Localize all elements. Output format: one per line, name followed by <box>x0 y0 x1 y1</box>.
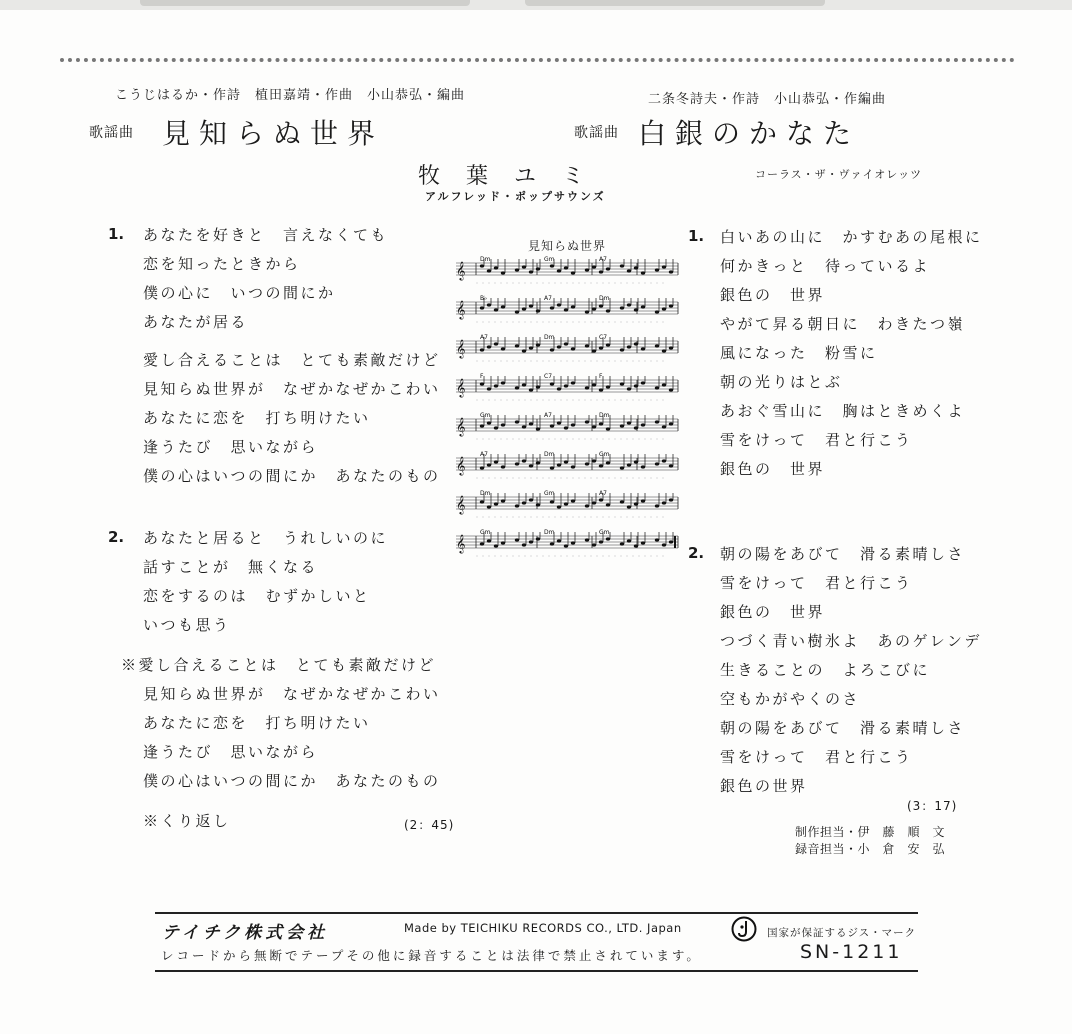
note-head <box>599 498 603 501</box>
note-head <box>550 306 554 309</box>
made-by-text: Made by TEICHIKU RECORDS CO., LTD. Japan <box>404 921 682 935</box>
note-head <box>571 381 575 384</box>
note-head <box>522 425 526 428</box>
note-head <box>550 500 554 503</box>
lyric-line: 銀色の 世界 <box>720 603 826 621</box>
recorder-credit: 録音担当・小 倉 安 弘 <box>795 842 946 856</box>
note-head <box>564 544 568 547</box>
note-head <box>536 267 540 270</box>
chord-symbol: Gm <box>480 529 491 536</box>
note-head <box>529 540 533 543</box>
note-head <box>564 266 568 269</box>
note-head <box>480 306 484 309</box>
note-head <box>501 347 505 350</box>
chord-symbol: Gm <box>544 490 555 497</box>
note-head <box>550 424 554 427</box>
note-head <box>571 305 575 308</box>
note-head <box>501 465 505 468</box>
note-head <box>494 426 498 429</box>
note-head <box>655 504 659 507</box>
lyric-line: 僕の心はいつの間にか あなたのもの <box>143 467 441 485</box>
note-head <box>557 463 561 466</box>
note-head <box>669 270 673 273</box>
note-head <box>669 388 673 391</box>
note-head <box>550 382 554 385</box>
note-head <box>585 420 589 423</box>
note-head <box>585 462 589 465</box>
note-head <box>585 268 589 271</box>
note-head <box>515 420 519 423</box>
note-head <box>606 309 610 312</box>
note-head <box>557 345 561 348</box>
note-head <box>627 463 631 466</box>
note-head <box>564 384 568 387</box>
lyric-line: 逢うたび 思いながら <box>143 743 319 761</box>
note-head <box>585 386 589 389</box>
note-head <box>592 349 596 352</box>
note-head <box>522 307 526 310</box>
note-head <box>655 538 659 541</box>
right-song-genre: 歌謡曲 <box>574 125 619 141</box>
verse-number: 1. <box>688 227 705 245</box>
verse-number: 2. <box>108 528 125 546</box>
note-head <box>529 304 533 307</box>
note-head <box>592 265 596 268</box>
note-head <box>480 500 484 503</box>
note-head <box>487 303 491 306</box>
note-head <box>501 305 505 308</box>
note-head <box>557 303 561 306</box>
note-head <box>599 422 603 425</box>
left-chorus-2 <box>121 651 441 796</box>
note-head <box>641 347 645 350</box>
note-head <box>522 265 526 268</box>
lyric-line: 雪をけって 君と行こう <box>720 431 913 449</box>
lyric-line: 話すことが 無くなる <box>143 558 319 576</box>
note-head <box>620 264 624 267</box>
treble-clef-icon: 𝄞 <box>456 495 466 514</box>
note-head <box>641 499 645 502</box>
note-head <box>606 503 610 506</box>
note-head <box>662 383 666 386</box>
note-head <box>550 542 554 545</box>
scan-top-edge <box>0 0 1072 10</box>
note-head <box>501 541 505 544</box>
note-head <box>620 348 624 351</box>
note-head <box>592 383 596 386</box>
note-head <box>536 343 540 346</box>
note-head <box>536 537 540 540</box>
note-head <box>592 501 596 504</box>
note-head <box>536 427 540 430</box>
note-head <box>585 538 589 541</box>
note-head <box>669 422 673 425</box>
note-head <box>550 264 554 267</box>
note-head <box>627 505 631 508</box>
chord-symbol: F <box>480 373 484 380</box>
note-head <box>487 387 491 390</box>
lyric-line: 僕の心に いつの間にか <box>143 284 336 302</box>
note-head <box>487 505 491 508</box>
chord-symbol: Gm <box>599 451 610 458</box>
note-head <box>655 310 659 313</box>
lyric-line: 恋をするのは むずかしいと <box>143 587 371 605</box>
note-head <box>634 308 638 311</box>
treble-clef-icon: 𝄞 <box>456 534 466 553</box>
note-head <box>585 344 589 347</box>
jis-mark-icon <box>731 916 757 942</box>
jis-mark-text: 国家が保証するジス・マーク <box>767 927 917 939</box>
chord-symbol: Dm <box>480 490 491 497</box>
note-head <box>634 384 638 387</box>
note-head <box>550 348 554 351</box>
note-head <box>480 348 484 351</box>
treble-clef-icon: 𝄞 <box>456 339 466 358</box>
chord-symbol: C7 <box>544 373 553 380</box>
note-head <box>599 388 603 391</box>
note-head <box>641 465 645 468</box>
note-head <box>669 464 673 467</box>
note-head <box>515 344 519 347</box>
note-head <box>480 382 484 385</box>
chord-symbol: Dm <box>544 451 555 458</box>
artist-name: 牧葉ユミ <box>418 164 611 189</box>
chord-symbol: A7 <box>544 295 552 302</box>
note-head <box>641 541 645 544</box>
left-song-title: 見知らぬ世界 <box>162 117 385 150</box>
note-head <box>557 387 561 390</box>
note-head <box>515 386 519 389</box>
chord-symbol: A7 <box>544 412 552 419</box>
note-head <box>669 346 673 349</box>
note-head <box>564 502 568 505</box>
orchestra-name: アルフレッド・ポップサウンズ <box>425 190 606 203</box>
lyric-line: あなたに恋を 打ち明けたい <box>143 714 371 732</box>
lyric-line: 生きることの よろこびに <box>720 661 931 679</box>
lyric-line: あなたと居ると うれしいのに <box>143 529 389 547</box>
note-head <box>662 501 666 504</box>
note-head <box>536 503 540 506</box>
chord-symbol: Gm <box>599 529 610 536</box>
note-head <box>606 385 610 388</box>
note-head <box>529 270 533 273</box>
lyric-line: 愛し合えることは とても素敵だけど <box>143 351 441 369</box>
note-head <box>564 308 568 311</box>
note-head <box>606 267 610 270</box>
note-head <box>606 461 610 464</box>
note-head <box>494 308 498 311</box>
chord-symbol: A7 <box>480 451 488 458</box>
copyright-warning: レコードから無断でテープその他に録音することは法律で禁止されています。 <box>161 948 702 963</box>
catalog-number: SN-1211 <box>800 941 903 963</box>
note-head <box>487 269 491 272</box>
note-head <box>480 424 484 427</box>
chord-symbol: A7 <box>599 256 607 263</box>
note-head <box>529 346 533 349</box>
note-head <box>571 423 575 426</box>
note-head <box>536 385 540 388</box>
note-head <box>634 460 638 463</box>
note-head <box>487 463 491 466</box>
note-head <box>599 304 603 307</box>
lyric-line: 銀色の世界 <box>720 777 808 795</box>
lyric-line: 何かきっと 待っているよ <box>720 257 931 275</box>
staff-credits <box>795 824 945 858</box>
note-head <box>536 461 540 464</box>
chord-symbol: Gm <box>544 256 555 263</box>
note-head <box>571 465 575 468</box>
note-head <box>655 386 659 389</box>
note-head <box>480 542 484 545</box>
lyric-line: 見知らぬ世界が なぜかなぜかこわい <box>143 685 441 703</box>
note-head <box>599 270 603 273</box>
note-head <box>564 460 568 463</box>
lyric-line: 僕の心はいつの間にか あなたのもの <box>143 772 441 790</box>
lyric-line: いつも思う <box>143 616 231 634</box>
note-head <box>494 384 498 387</box>
lyric-line: やがて昇る朝日に わきたつ嶺 <box>720 315 966 333</box>
right-song-duration: (3：17) <box>907 799 958 813</box>
note-head <box>529 498 533 501</box>
lyric-line: 雪をけって 君と行こう <box>720 574 913 592</box>
note-head <box>655 268 659 271</box>
note-head <box>662 543 666 546</box>
lyric-line: 逢うたび 思いながら <box>143 438 319 456</box>
note-head <box>522 459 526 462</box>
chord-symbol: Dm <box>544 529 555 536</box>
note-head <box>627 303 631 306</box>
note-head <box>641 381 645 384</box>
note-head <box>529 422 533 425</box>
note-head <box>627 345 631 348</box>
note-head <box>515 268 519 271</box>
lyric-line: 銀色の 世界 <box>720 286 826 304</box>
note-head <box>627 539 631 542</box>
note-head <box>585 504 589 507</box>
note-head <box>494 266 498 269</box>
treble-clef-icon: 𝄞 <box>456 261 466 280</box>
note-head <box>655 462 659 465</box>
left-song-genre: 歌謡曲 <box>89 125 134 141</box>
treble-clef-icon: 𝄞 <box>456 456 466 475</box>
note-head <box>641 423 645 426</box>
note-head <box>494 544 498 547</box>
note-head <box>571 271 575 274</box>
note-head <box>599 464 603 467</box>
treble-clef-icon: 𝄞 <box>456 300 466 319</box>
note-head <box>501 271 505 274</box>
note-head <box>662 425 666 428</box>
note-head <box>501 499 505 502</box>
note-head <box>641 271 645 274</box>
left-chorus-1 <box>143 346 441 491</box>
lyric-line: あなたに恋を 打ち明けたい <box>143 409 371 427</box>
chord-symbol: Dm <box>599 295 610 302</box>
verse-number: 1. <box>108 225 125 243</box>
note-head <box>634 544 638 547</box>
note-head <box>641 305 645 308</box>
note-head <box>662 349 666 352</box>
note-head <box>620 542 624 545</box>
note-head <box>592 425 596 428</box>
teichiku-logo: テイチク株式会社 <box>162 923 329 943</box>
lyric-line: 空もかがやくのさ <box>720 690 861 708</box>
note-head <box>529 464 533 467</box>
note-head <box>627 421 631 424</box>
note-head <box>627 387 631 390</box>
note-head <box>522 349 526 352</box>
chorus-group: コーラス・ザ・ヴァイオレッツ <box>755 168 923 181</box>
left-song-duration: (2：45) <box>404 818 455 832</box>
note-head <box>662 307 666 310</box>
note-head <box>655 344 659 347</box>
note-head <box>529 388 533 391</box>
note-head <box>522 543 526 546</box>
note-head <box>487 421 491 424</box>
lyric-line: あなたが居る <box>143 313 249 331</box>
note-head <box>557 421 561 424</box>
lyric-line: 朝の陽をあびて 滑る素晴しさ <box>720 545 966 563</box>
note-head <box>599 346 603 349</box>
lyric-line: 銀色の 世界 <box>720 460 826 478</box>
lyric-line: 白いあの山に かすむあの尾根に <box>720 228 983 246</box>
note-head <box>620 500 624 503</box>
note-head <box>550 466 554 469</box>
note-head <box>634 342 638 345</box>
note-head <box>634 266 638 269</box>
score-title: 見知らぬ世界 <box>528 239 607 253</box>
chord-symbol: B♭ <box>480 295 487 302</box>
note-head <box>515 538 519 541</box>
lyric-line: 恋を知ったときから <box>143 255 301 273</box>
note-head <box>606 537 610 540</box>
repeat-mark: ※くり返し <box>143 812 231 830</box>
note-head <box>592 459 596 462</box>
note-head <box>557 505 561 508</box>
note-head <box>487 345 491 348</box>
left-song-credits: こうじはるか・作詩 植田嘉靖・作曲 小山恭弘・編曲 <box>115 88 466 103</box>
note-head <box>662 459 666 462</box>
note-head <box>571 541 575 544</box>
note-head <box>669 498 673 501</box>
lyric-line: 朝の光りはとぶ <box>720 373 843 391</box>
chord-symbol: A7 <box>480 334 488 341</box>
note-head <box>634 426 638 429</box>
note-head <box>480 466 484 469</box>
right-song-title: 白銀のかなた <box>638 117 861 150</box>
note-head <box>592 543 596 546</box>
note-head <box>585 310 589 313</box>
note-head <box>627 269 631 272</box>
note-head <box>564 426 568 429</box>
chord-symbol: Dm <box>544 334 555 341</box>
treble-clef-icon: 𝄞 <box>456 417 466 436</box>
producer-credit: 制作担当・伊 藤 順 文 <box>795 825 946 839</box>
note-head <box>655 420 659 423</box>
note-head <box>592 307 596 310</box>
lyric-line: つづく青い樹氷よ あのゲレンデ <box>720 632 982 650</box>
lyric-line: あおぐ雪山に 胸はときめくよ <box>720 402 966 420</box>
note-head <box>487 539 491 542</box>
note-head <box>606 427 610 430</box>
note-head <box>620 306 624 309</box>
note-head <box>480 264 484 267</box>
note-head <box>571 347 575 350</box>
note-head <box>669 304 673 307</box>
chord-symbol: Dm <box>480 256 491 263</box>
lyric-line: 見知らぬ世界が なぜかなぜかこわい <box>143 380 441 398</box>
note-head <box>557 539 561 542</box>
chord-symbol: Gm <box>480 412 491 419</box>
note-head <box>522 501 526 504</box>
note-head <box>571 499 575 502</box>
chord-symbol: A7 <box>599 490 607 497</box>
note-head <box>620 382 624 385</box>
chord-symbol: C7 <box>599 334 608 341</box>
lyric-line: ※愛し合えることは とても素敵だけど <box>121 656 437 674</box>
note-head <box>557 269 561 272</box>
chord-symbol: F <box>599 373 603 380</box>
note-head <box>515 310 519 313</box>
verse-number: 2. <box>688 544 705 562</box>
note-head <box>599 540 603 543</box>
note-head <box>515 462 519 465</box>
note-head <box>606 343 610 346</box>
note-head <box>662 265 666 268</box>
note-head <box>494 342 498 345</box>
note-head <box>501 381 505 384</box>
lyric-line: 風になった 粉雪に <box>720 344 878 362</box>
dotted-rule <box>60 58 1015 62</box>
note-head <box>536 309 540 312</box>
note-head <box>494 460 498 463</box>
note-head <box>522 383 526 386</box>
treble-clef-icon: 𝄞 <box>456 378 466 397</box>
note-head <box>564 342 568 345</box>
lyric-line: あなたを好きと 言えなくても <box>143 226 389 244</box>
note-head <box>634 502 638 505</box>
chord-symbol: Dm <box>599 412 610 419</box>
lyric-line: 朝の陽をあびて 滑る素晴しさ <box>720 719 966 737</box>
note-head <box>501 423 505 426</box>
note-head <box>669 540 673 543</box>
note-head <box>515 504 519 507</box>
note-head <box>620 424 624 427</box>
lyric-line: 雪をけって 君と行こう <box>720 748 913 766</box>
sheet-music <box>452 255 682 575</box>
note-head <box>620 466 624 469</box>
right-song-credits: 二条冬詩夫・作詩 小山恭弘・作編曲 <box>648 92 887 107</box>
note-head <box>494 502 498 505</box>
